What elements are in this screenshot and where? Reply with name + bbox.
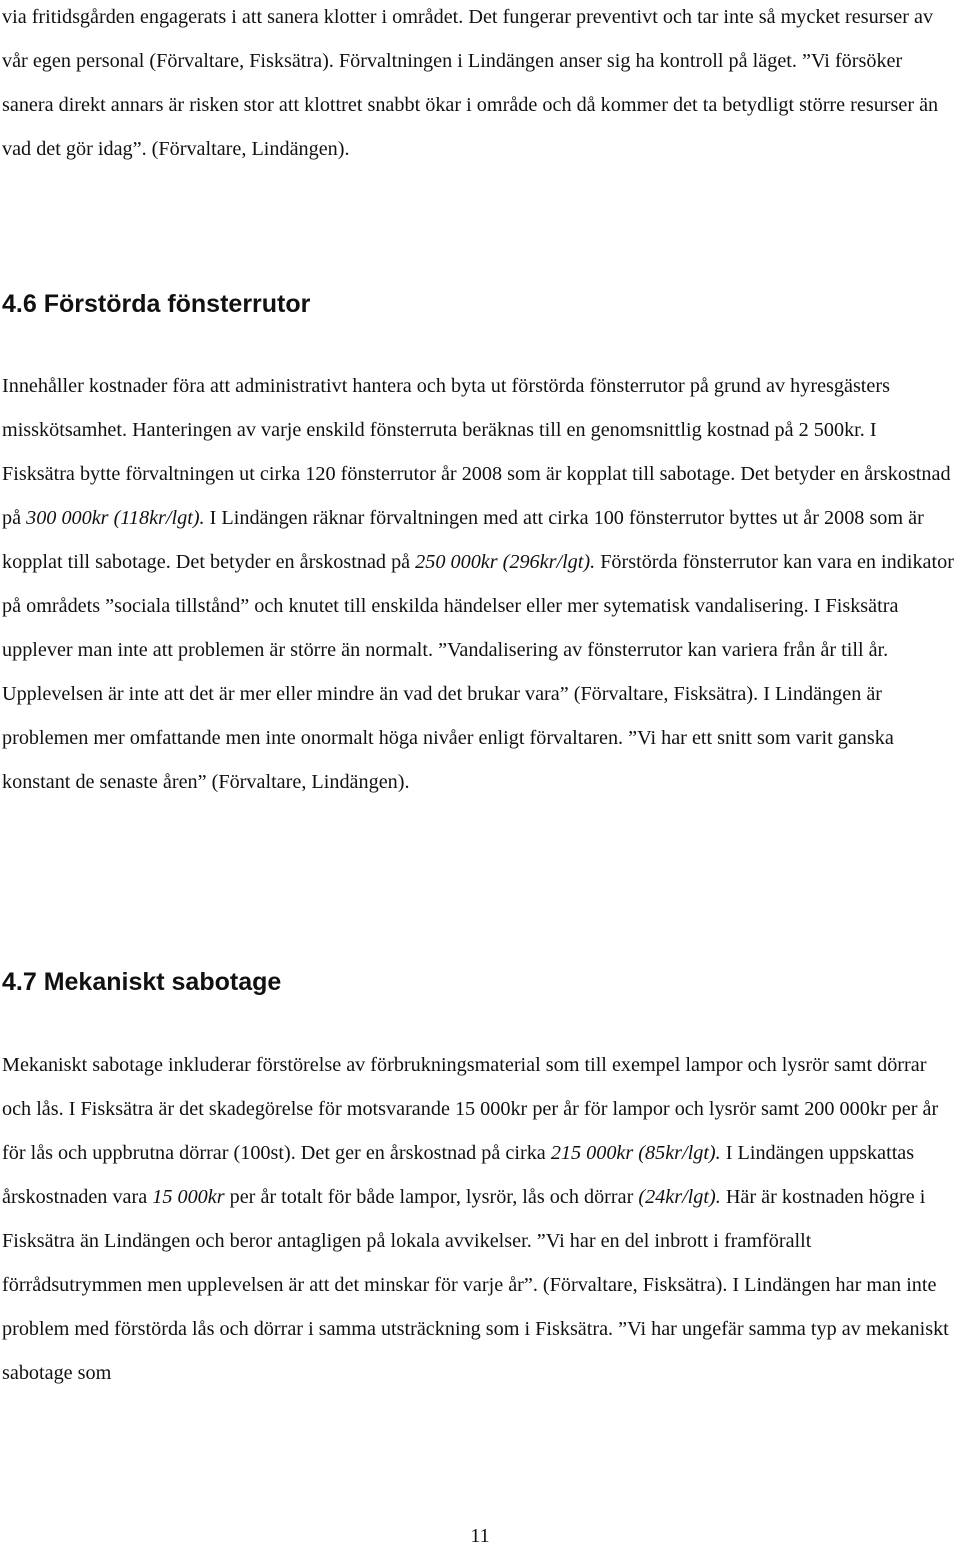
- text-segment: Mekaniskt sabotage inkluderar förstörelse av förbrukningsmaterial som till exempel lampor och lysrör samt dörrar och lås. I Fisksätra är det skadegörelse för motsvarande 15 000kr per år för lampor och lysrör samt 200 000kr per år för lås och uppbrutna dörrar (100st). Det ger en årskostnad på cirka: [2, 1054, 939, 1164]
- italic-cost-lindangen: 250 000kr (296kr/lgt).: [415, 551, 596, 573]
- italic-cost-fisksatra: 300 000kr (118kr/lgt).: [26, 507, 205, 529]
- section-heading-4-6: 4.6 Förstörda fönsterrutor: [2, 290, 311, 318]
- text-segment: Innehåller kostnader föra att administrativt hantera och byta ut förstörda fönsterrutor på grund av hyresgästers misskötsamhet. Hanteringen av varje enskild fönsterruta beräknas till en genomsnittlig kostnad på 2 500kr. I Fisksätra bytte förvaltningen ut cirka 120 fönsterrutor år 2008 som är kopplat till sabotage. Det betyder en årskostnad på: [2, 375, 951, 529]
- italic-cost-fisksatra: 215 000kr (85kr/lgt).: [550, 1142, 721, 1164]
- text-segment: per år totalt för både lampor, lysrör, lås och dörrar: [224, 1186, 639, 1208]
- text-segment: Förstörda fönsterrutor kan vara en indikator på områdets ”sociala tillstånd” och knutet till enskilda händelser eller mer sytematisk vandalisering. I Fisksätra upplever man inte att problemen är större än normalt. ”Vandalisering av fönsterrutor kan variera från år till år. Upplevelsen är inte att det är mer eller mindre än vad det brukar vara” (Förvaltare, Fisksätra). I Lindängen är problemen mer omfattande men inte onormalt höga nivåer enligt förvaltaren. ”Vi har ett snitt som varit ganska konstant de senaste åren” (Förvaltare, Lindängen).: [2, 551, 954, 793]
- intro-text: via fritidsgården engagerats i att sanera klotter i området. Det fungerar preventivt och tar inte så mycket resurser av vår egen personal (Förvaltare, Fisksätra). Förvaltningen i Lindängen anser sig ha kontroll på läget. ”Vi försöker sanera direkt annars är risken stor att klottret snabbt ökar i område och då kommer det ta betydligt större resurser än vad det gör idag”. (Förvaltare, Lindängen).: [2, 6, 939, 160]
- section-4-7-paragraph: [2, 1043, 954, 1395]
- section-4-6-paragraph: [2, 364, 954, 804]
- italic-cost-lindangen: 15 000kr: [152, 1186, 225, 1208]
- text-segment: Här är kostnaden högre i Fisksätra än Lindängen och beror antagligen på lokala avvikelser. ”Vi har en del inbrott i framförallt förrådsutrymmen men upplevelsen är att det minskar för varje år”. (Förvaltare, Fisksätra). I Lindängen har man inte problem med förstörda lås och dörrar i samma utsträckning som i Fisksätra. ”Vi har ungefär samma typ av mekaniskt sabotage som: [2, 1186, 949, 1384]
- section-heading-4-7: 4.7 Mekaniskt sabotage: [2, 968, 282, 996]
- page-number: 11: [470, 1525, 490, 1547]
- text-segment: I Lindängen uppskattas årskostnaden vara: [2, 1142, 915, 1208]
- intro-paragraph: [2, 0, 954, 171]
- italic-cost-per-apartment: (24kr/lgt).: [638, 1186, 721, 1208]
- text-segment: I Lindängen räknar förvaltningen med att cirka 100 fönsterrutor byttes ut år 2008 som är kopplat till sabotage. Det betyder en årskostnad på: [2, 507, 924, 573]
